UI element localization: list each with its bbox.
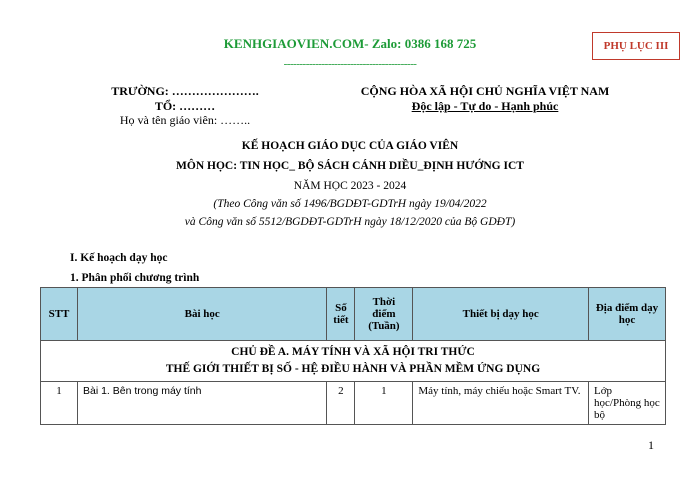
cell-week: 1 — [355, 382, 413, 425]
cell-periods: 2 — [327, 382, 355, 425]
subject-title: MÔN HỌC: TIN HỌC_ BỘ SÁCH CÁNH DIỀU_ĐỊNH HƯỚNG ICT — [176, 160, 524, 172]
topic-title: CHỦ ĐỀ A. MÁY TÍNH VÀ XÃ HỘI TRI THỨC — [231, 346, 475, 358]
topic-row — [41, 341, 666, 382]
site-banner: KENHGIAOVIEN.COM- Zalo: 0386 168 725 — [223, 36, 477, 51]
school-year: NĂM HỌC 2023 - 2024 — [293, 180, 407, 192]
cell-stt: 1 — [41, 382, 78, 425]
page-number: 1 — [648, 438, 654, 452]
header-location: Địa điểm dạy học — [589, 288, 666, 341]
cell-lesson: Bài 1. Bên trong máy tính — [77, 382, 326, 425]
cell-location: Lớp học/Phòng học bộ — [589, 382, 666, 425]
nation-motto — [345, 99, 625, 114]
group-field: TỔ: ……… — [154, 99, 216, 113]
curriculum-table — [40, 287, 666, 425]
school-field: TRƯỜNG: …………………. — [111, 84, 259, 98]
nation-name: CỘNG HÒA XÃ HỘI CHỦ NGHĨA VIỆT NAM — [360, 84, 610, 98]
banner-underline: ------------------------------------------ — [283, 58, 417, 70]
header-periods: Số tiết — [327, 288, 355, 341]
section-heading: I. Kế hoạch dạy học — [70, 252, 168, 264]
doc-title: KẾ HOẠCH GIÁO DỤC CỦA GIÁO VIÊN — [241, 140, 459, 152]
reference-line-1: (Theo Công văn số 1496/BGDĐT-GDTrH ngày 19/04/2022 — [213, 198, 487, 210]
header-lesson: Bài học — [77, 288, 326, 341]
header-time: Thời điểm (Tuần) — [355, 288, 413, 341]
header-equipment: Thiết bị dạy học — [413, 288, 589, 341]
motto-text: Độc lập - Tự do - Hạnh phúc — [411, 99, 559, 113]
table-header-row — [41, 288, 666, 341]
subsection-heading: 1. Phân phối chương trình — [70, 272, 200, 284]
cell-equipment: Máy tính, máy chiếu hoặc Smart TV. — [413, 382, 589, 425]
header-stt: STT — [41, 288, 78, 341]
topic-cell — [41, 341, 666, 382]
topic-subtitle: THẾ GIỚI THIẾT BỊ SỐ - HỆ ĐIỀU HÀNH VÀ PHẦN MỀM ỨNG DỤNG — [165, 363, 541, 375]
table-row — [41, 382, 666, 425]
appendix-label: PHỤ LỤC III — [592, 32, 680, 60]
reference-line-2: và Công văn số 5512/BGDĐT-GDTrH ngày 18/12/2020 của Bộ GDĐT) — [184, 216, 516, 228]
teacher-field: Họ và tên giáo viên: …….. — [119, 113, 251, 127]
